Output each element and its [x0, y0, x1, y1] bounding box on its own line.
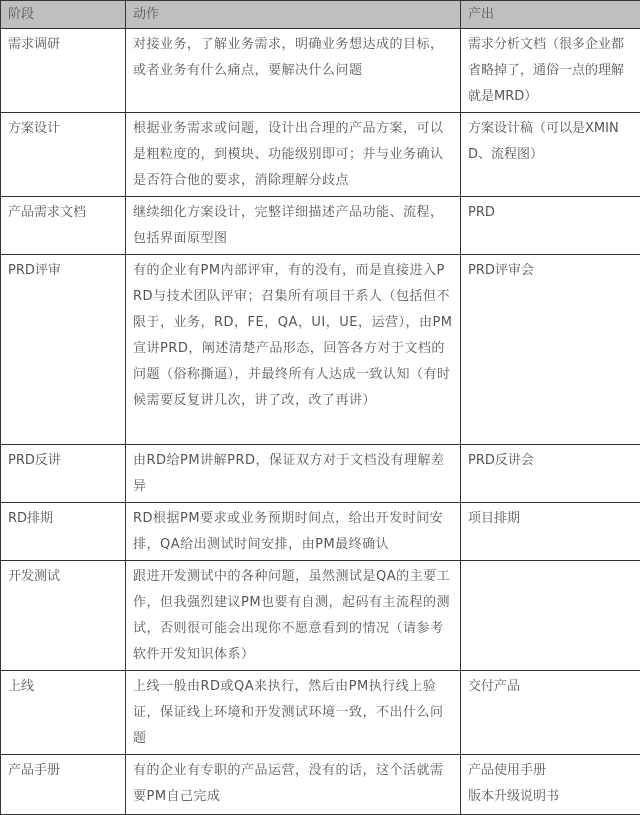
- action-cell: 上线一般由RD或QA来执行，然后由PM执行线上验证，保证线上环境和开发测试环境一致，不出什么问题: [126, 671, 461, 755]
- output-cell: 需求分析文档（很多企业都省略掉了，通俗一点的理解就是MRD）: [461, 29, 640, 113]
- table-row: [1, 197, 640, 255]
- table-row: [1, 255, 640, 445]
- action-cell: 有的企业有专职的产品运营，没有的话，这个活就需要PM自己完成: [126, 755, 461, 815]
- table-row: [1, 113, 640, 197]
- header-action: 动作: [126, 1, 461, 29]
- table-row: [1, 503, 640, 561]
- action-cell: 有的企业有PM内部评审，有的没有，而是直接进入PRD与技术团队评审；召集所有项目干系人（包括但不限于，业务，RD，FE，QA，UI，UE，运营），由PM宣讲PRD，阐述清楚产品形态，回答各方对于文档的问题（俗称撕逼），并最终所有人达成一致认知（有时候需要反复讲几次，讲了改，改了再讲）: [126, 255, 461, 445]
- output-line: 版本升级说明书: [468, 784, 633, 810]
- output-cell: 交付产品: [461, 671, 640, 755]
- action-cell: 继续细化方案设计，完整详细描述产品功能、流程，包括界面原型图: [126, 197, 461, 255]
- action-cell: 由RD给PM讲解PRD，保证双方对于文档没有理解差异: [126, 445, 461, 503]
- output-cell: PRD反讲会: [461, 445, 640, 503]
- action-cell: 根据业务需求或问题，设计出合理的产品方案，可以是粗粒度的，到模块、功能级别即可；并与业务确认是否符合他的要求，消除理解分歧点: [126, 113, 461, 197]
- header-output: 产出: [461, 1, 640, 29]
- table-row: [1, 29, 640, 113]
- stage-cell: 上线: [1, 671, 126, 755]
- action-cell: 对接业务，了解业务需求，明确业务想达成的目标，或者业务有什么痛点，要解决什么问题: [126, 29, 461, 113]
- stage-cell: 产品需求文档: [1, 197, 126, 255]
- stage-cell: 产品手册: [1, 755, 126, 815]
- header-stage: 阶段: [1, 1, 126, 29]
- action-cell: RD根据PM要求或业务预期时间点，给出开发时间安排，QA给出测试时间安排，由PM最终确认: [126, 503, 461, 561]
- stage-cell: PRD评审: [1, 255, 126, 445]
- table-row: [1, 671, 640, 755]
- table-row: [1, 561, 640, 671]
- stage-cell: RD排期: [1, 503, 126, 561]
- table-row: [1, 445, 640, 503]
- output-line: 产品使用手册: [468, 758, 633, 784]
- stage-cell: PRD反讲: [1, 445, 126, 503]
- output-cell: 项目排期: [461, 503, 640, 561]
- stage-cell: 需求调研: [1, 29, 126, 113]
- output-cell: [461, 755, 640, 815]
- output-cell: PRD: [461, 197, 640, 255]
- action-cell: 跟进开发测试中的各种问题，虽然测试是QA的主要工作，但我强烈建议PM也要有自测，起码有主流程的测试，否则很可能会出现你不愿意看到的情况（请参考软件开发知识体系）: [126, 561, 461, 671]
- table-row: [1, 755, 640, 815]
- output-cell: 方案设计稿（可以是XMIND、流程图）: [461, 113, 640, 197]
- output-cell: PRD评审会: [461, 255, 640, 445]
- output-cell: [461, 561, 640, 671]
- table-header-row: [1, 1, 640, 29]
- stage-cell: 方案设计: [1, 113, 126, 197]
- stage-cell: 开发测试: [1, 561, 126, 671]
